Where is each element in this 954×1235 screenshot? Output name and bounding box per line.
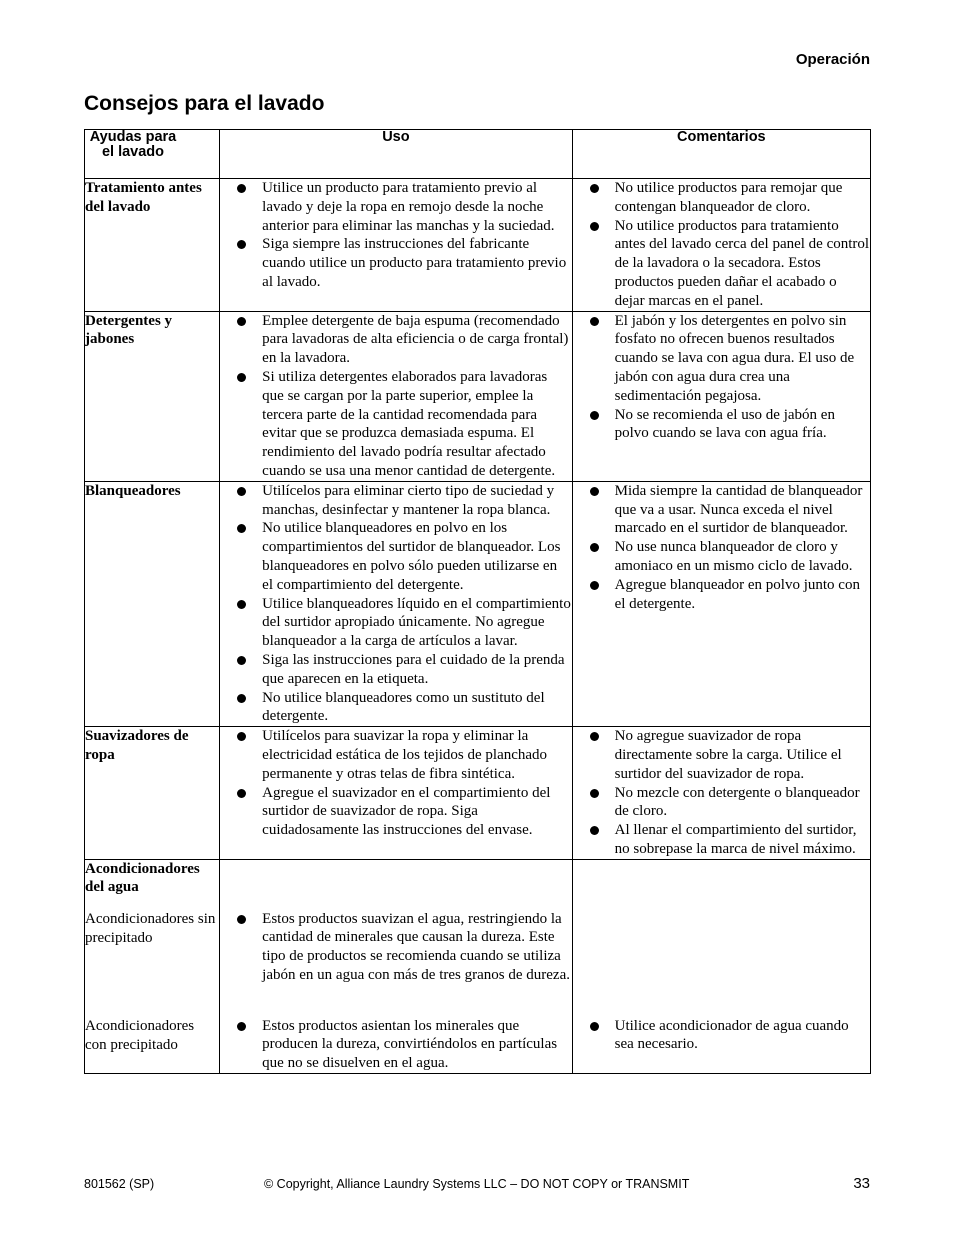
copyright-notice: © Copyright, Alliance Laundry Systems LLC – DO NOT COPY or TRANSMIT (264, 1177, 690, 1191)
list-item: Mida siempre la cantidad de blanqueador que va a usar. Nunca exceda el nivel marcado en el surtidor de blanqueador. (573, 482, 870, 538)
list-item: El jabón y los detergentes en polvo sin fosfato no ofrecen buenos resultados cuando se lava con agua dura. El uso de jabón con agua dura crea una sedimentación pegajosa. (573, 312, 870, 406)
table-row (85, 311, 871, 481)
list-item: No utilice productos para remojar que contengan blanqueador de cloro. (573, 179, 870, 217)
bullet-icon (237, 732, 246, 741)
bullet-icon (590, 581, 599, 590)
use-cell (220, 481, 572, 726)
table-row (85, 859, 871, 1073)
bullet-icon (590, 222, 599, 231)
page-title: Consejos para el lavado (84, 92, 325, 115)
bullet-icon (590, 543, 599, 552)
comments-cell (572, 311, 870, 481)
list-item: No utilice blanqueadores como un sustituto del detergente. (220, 689, 571, 727)
column-header-comments: Comentarios (572, 130, 870, 179)
list-item: Agregue el suavizador en el compartimiento del surtidor de suavizador de ropa. Siga cuidadosamente las instrucciones del envase. (220, 784, 571, 840)
bullet-icon (237, 240, 246, 249)
comments-cell (572, 179, 870, 312)
column-header-use: Uso (220, 130, 572, 179)
bullet-icon (237, 656, 246, 665)
bullet-icon (237, 524, 246, 533)
page-number: 33 (853, 1175, 870, 1192)
list-item: Estos productos suavizan el agua, restringiendo la cantidad de minerales que causan la dureza. Este tipo de productos se recomienda cuando se utiliza jabón en un agua con más de tres granos de dureza. (220, 910, 571, 1004)
category-cell: Blanqueadores (85, 481, 220, 726)
bullet-icon (237, 487, 246, 496)
list-item: No se recomienda el uso de jabón en polvo cuando se lava con agua fría. (573, 406, 870, 444)
list-item: Utilícelos para suavizar la ropa y eliminar la electricidad estática de los tejidos de planchado permanente y otras telas de fibra sintética. (220, 727, 571, 783)
list-item: Si utiliza detergentes elaborados para lavadoras que se cargan por la parte superior, emplee la tercera parte de la cantidad recomendada para evitar que se produzca demasiada espuma. El rendimiento del lavado podría resultar afectado cuando se usa una menor cantidad de detergente. (220, 368, 571, 481)
category-cell: Tratamiento antes del lavado (85, 179, 220, 312)
table-row (85, 727, 871, 860)
bullet-icon (237, 789, 246, 798)
bullet-icon (237, 373, 246, 382)
bullet-icon (590, 411, 599, 420)
sub-label: Acondicionadores sin precipitado (85, 911, 216, 947)
bullet-icon (590, 789, 599, 798)
category-cell (85, 859, 220, 1073)
list-item: Al llenar el compartimiento del surtidor, no sobrepase la marca de nivel máximo. (573, 821, 870, 859)
list-item: Utilice un producto para tratamiento previo al lavado y deje la ropa en remojo desde la noche anterior para eliminar las manchas y la suciedad. (220, 179, 571, 235)
bullet-icon (590, 317, 599, 326)
list-item: Emplee detergente de baja espuma (recomendado para lavadoras de alta eficiencia o de carga frontal) en la lavadora. (220, 312, 571, 368)
table-header-row (85, 130, 871, 179)
category-cell: Suavizadores de ropa (85, 727, 220, 860)
list-item: Siga las instrucciones para el cuidado de la prenda que aparecen en la etiqueta. (220, 651, 571, 689)
bullet-icon (590, 732, 599, 741)
bullet-icon (590, 826, 599, 835)
use-cell (220, 179, 572, 312)
bullet-icon (237, 600, 246, 609)
list-item: Siga siempre las instrucciones del fabricante cuando utilice un producto para tratamiento previo al lavado. (220, 235, 571, 291)
document-number: 801562 (SP) (84, 1177, 155, 1191)
list-item: Utilícelos para eliminar cierto tipo de suciedad y manchas, desinfectar y mantener la ropa blanca. (220, 482, 571, 520)
list-item: No use nunca blanqueador de cloro y amoniaco en un mismo ciclo de lavado. (573, 538, 870, 576)
use-cell (220, 727, 572, 860)
bullet-icon (590, 487, 599, 496)
list-item: No agregue suavizador de ropa directamente sobre la carga. Utilice el surtidor del suavizador de ropa. (573, 727, 870, 783)
list-item: No mezcle con detergente o blanqueador de cloro. (573, 784, 870, 822)
list-item: No utilice productos para tratamiento antes del lavado cerca del panel de control de la lavadora o la secadora. Estos productos pueden dañar el acabado o dejar marcas en el panel. (573, 217, 870, 311)
use-cell (220, 859, 572, 1073)
list-item: No utilice blanqueadores en polvo en los compartimientos del surtidor de blanqueador. Los blanqueadores en polvo sólo pueden utilizarse en el compartimiento del detergente. (220, 519, 571, 594)
list-item: Agregue blanqueador en polvo junto con el detergente. (573, 576, 870, 614)
table-row (85, 481, 871, 726)
bullet-icon (237, 317, 246, 326)
comments-cell (572, 859, 870, 1073)
bullet-icon (237, 1022, 246, 1031)
bullet-icon (237, 694, 246, 703)
category-label: Acondicionadores del agua (85, 860, 200, 896)
column-header-aids: Ayudas para el lavado (85, 130, 220, 179)
table-row (85, 179, 871, 312)
list-item: Utilice blanqueadores líquido en el compartimiento del surtidor apropiado únicamente. No agregue blanqueador a la carga de artículos a lavar. (220, 595, 571, 651)
comments-cell (572, 727, 870, 860)
section-label: Operación (795, 51, 870, 68)
bullet-icon (590, 184, 599, 193)
washing-tips-table (84, 129, 871, 1074)
category-cell: Detergentes y jabones (85, 311, 220, 481)
use-cell (220, 311, 572, 481)
bullet-icon (237, 184, 246, 193)
list-item: Utilice acondicionador de agua cuando sea necesario. (573, 1017, 870, 1055)
list-item: Estos productos asientan los minerales que producen la dureza, convirtiéndolos en partículas que no se disuelven en el agua. (220, 1017, 571, 1073)
bullet-icon (590, 1022, 599, 1031)
comments-cell (572, 481, 870, 726)
bullet-icon (237, 915, 246, 924)
sub-label: Acondicionadores con precipitado (85, 1018, 195, 1054)
